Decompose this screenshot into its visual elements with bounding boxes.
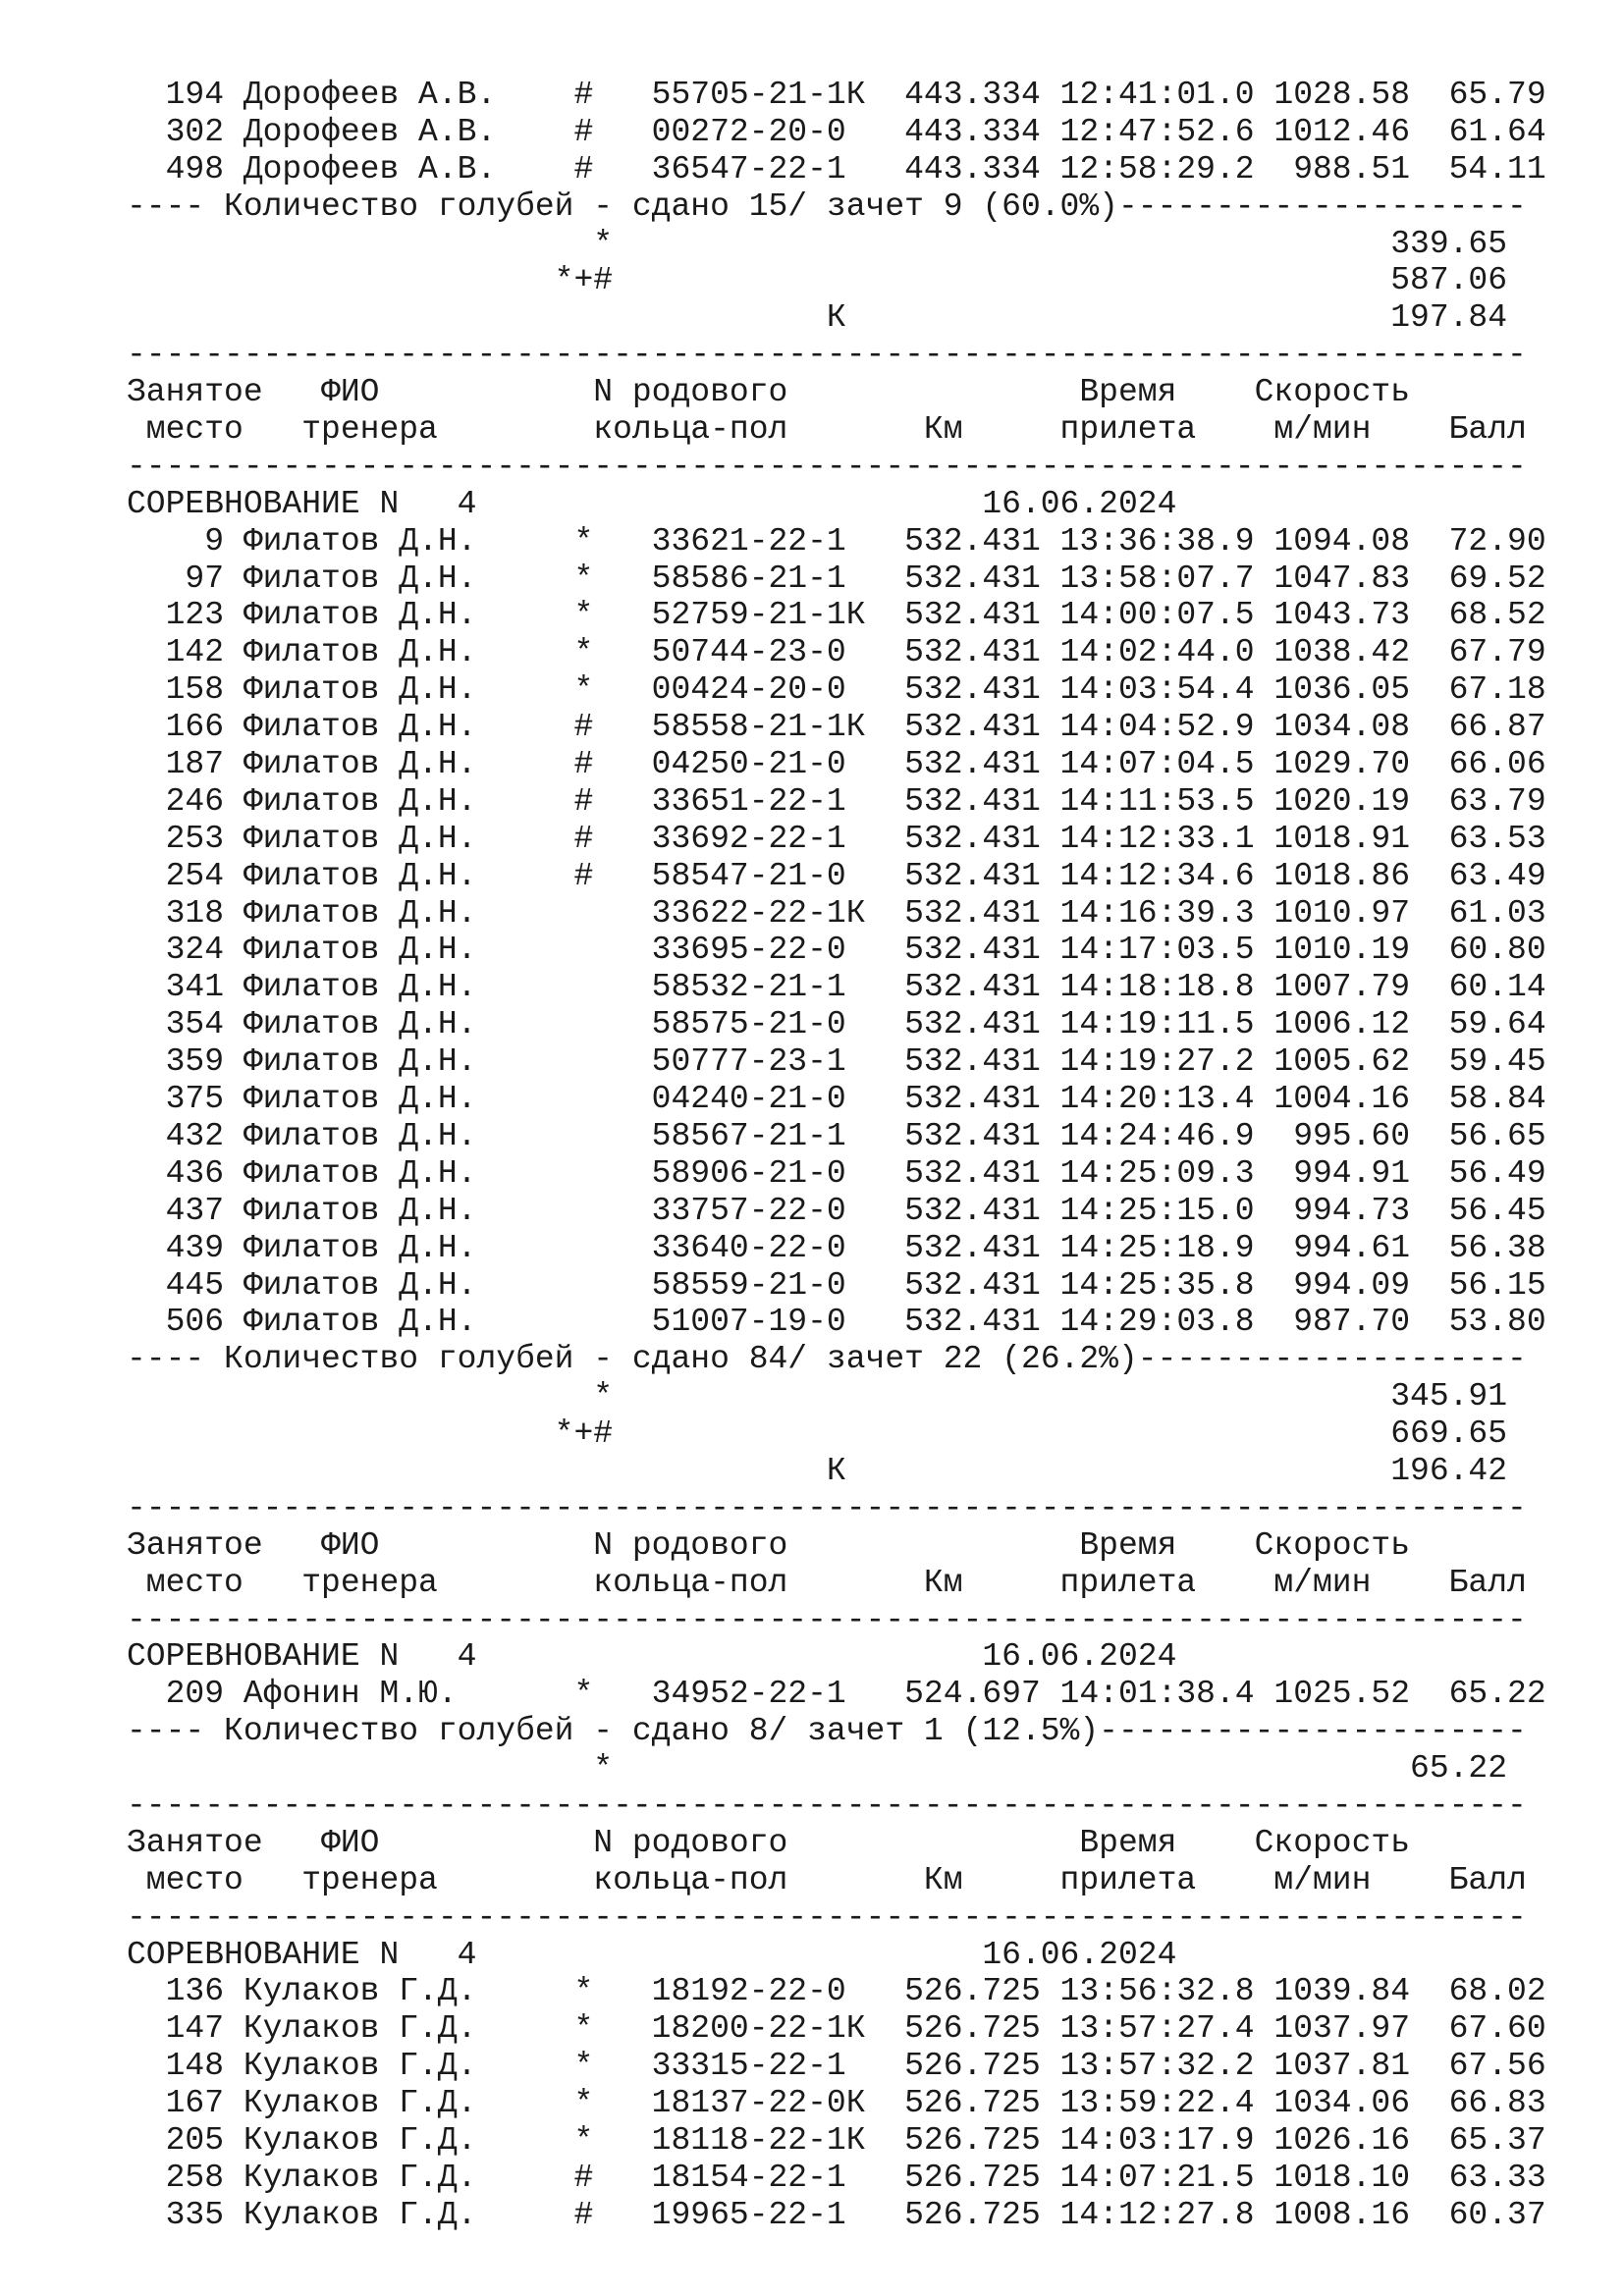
results-document (127, 77, 1546, 2234)
separator-line: ------------------------------------------------------------------------ (127, 448, 1527, 485)
column-header: место тренера кольца-пол Км прилета м/мин Балл (127, 1861, 1527, 1898)
column-header: Занятое ФИО N родового Время Скорость (127, 1526, 1411, 1564)
result-row: 97 Филатов Д.Н. * 58586-21-1 532.431 13:58:07.7 1047.83 69.52 (127, 560, 1546, 597)
result-row: 335 Кулаков Г.Д. # 19965-22-1 526.725 14:12:27.8 1008.16 60.37 (127, 2196, 1546, 2233)
result-row: 375 Филатов Д.Н. 04240-21-0 532.431 14:20:13.4 1004.16 58.84 (127, 1081, 1546, 1118)
result-row: 254 Филатов Д.Н. # 58547-21-0 532.431 14:12:34.6 1018.86 63.49 (127, 857, 1546, 894)
total-line: *+# 669.65 (127, 1415, 1508, 1453)
result-row: 354 Филатов Д.Н. 58575-21-0 532.431 14:19:11.5 1006.12 59.64 (127, 1006, 1546, 1043)
total-line: * 345.91 (127, 1378, 1508, 1415)
result-row: 148 Кулаков Г.Д. * 33315-22-1 526.725 13:57:32.2 1037.81 67.56 (127, 2048, 1546, 2085)
result-row: 158 Филатов Д.Н. * 00424-20-0 532.431 14:03:54.4 1036.05 67.18 (127, 671, 1546, 709)
result-row: 147 Кулаков Г.Д. * 18200-22-1К 526.725 13:57:27.4 1037.97 67.60 (127, 2010, 1546, 2048)
result-row: 437 Филатов Д.Н. 33757-22-0 532.431 14:25:15.0 994.73 56.45 (127, 1192, 1546, 1229)
summary-line: ---- Количество голубей - сдано 84/ зачет 22 (26.2%)-------------------- (127, 1341, 1527, 1378)
result-row: 9 Филатов Д.Н. * 33621-22-1 532.431 13:36:38.9 1094.08 72.90 (127, 522, 1546, 560)
column-header: Занятое ФИО N родового Время Скорость (127, 374, 1411, 411)
separator-line: ------------------------------------------------------------------------ (127, 1489, 1527, 1526)
result-row: 253 Филатов Д.Н. # 33692-22-1 532.431 14:12:33.1 1018.91 63.53 (127, 820, 1546, 857)
result-row: 324 Филатов Д.Н. 33695-22-0 532.431 14:17:03.5 1010.19 60.80 (127, 932, 1546, 969)
result-row: 432 Филатов Д.Н. 58567-21-1 532.431 14:24:46.9 995.60 56.65 (127, 1117, 1546, 1154)
competition-heading: СОРЕВНОВАНИЕ N 4 16.06.2024 (127, 485, 1177, 522)
column-header: место тренера кольца-пол Км прилета м/мин Балл (127, 1564, 1527, 1601)
result-row: 167 Кулаков Г.Д. * 18137-22-0К 526.725 13:59:22.4 1034.06 66.83 (127, 2085, 1546, 2122)
total-line: *+# 587.06 (127, 262, 1508, 299)
summary-line: ---- Количество голубей - сдано 15/ зачет 9 (60.0%)--------------------- (127, 187, 1527, 225)
result-row: 209 Афонин М.Ю. * 34952-22-1 524.697 14:01:38.4 1025.52 65.22 (127, 1676, 1546, 1713)
total-line: * 339.65 (127, 225, 1508, 262)
total-line: * 65.22 (127, 1750, 1508, 1788)
result-row: 445 Филатов Д.Н. 58559-21-0 532.431 14:25:35.8 994.09 56.15 (127, 1266, 1546, 1304)
result-row: 439 Филатов Д.Н. 33640-22-0 532.431 14:25:18.9 994.61 56.38 (127, 1229, 1546, 1266)
total-line: К 197.84 (127, 299, 1508, 337)
result-row: 302 Дорофеев А.В. # 00272-20-0 443.334 12:47:52.6 1012.46 61.64 (127, 113, 1546, 150)
summary-line: ---- Количество голубей - сдано 8/ зачет 1 (12.5%)---------------------- (127, 1713, 1527, 1750)
result-row: 142 Филатов Д.Н. * 50744-23-0 532.431 14:02:44.0 1038.42 67.79 (127, 634, 1546, 671)
result-row: 341 Филатов Д.Н. 58532-21-1 532.431 14:18:18.8 1007.79 60.14 (127, 969, 1546, 1006)
result-row: 187 Филатов Д.Н. # 04250-21-0 532.431 14:07:04.5 1029.70 66.06 (127, 746, 1546, 783)
column-header: Занятое ФИО N родового Время Скорость (127, 1824, 1411, 1861)
result-row: 205 Кулаков Г.Д. * 18118-22-1К 526.725 14:03:17.9 1026.16 65.37 (127, 2121, 1546, 2159)
result-row: 166 Филатов Д.Н. # 58558-21-1К 532.431 14:04:52.9 1034.08 66.87 (127, 709, 1546, 746)
result-row: 498 Дорофеев А.В. # 36547-22-1 443.334 12:58:29.2 988.51 54.11 (127, 150, 1546, 187)
separator-line: ------------------------------------------------------------------------ (127, 1601, 1527, 1638)
separator-line: ------------------------------------------------------------------------ (127, 1787, 1527, 1824)
competition-heading: СОРЕВНОВАНИЕ N 4 16.06.2024 (127, 1936, 1177, 1973)
result-row: 359 Филатов Д.Н. 50777-23-1 532.431 14:19:27.2 1005.62 59.45 (127, 1043, 1546, 1081)
result-row: 194 Дорофеев А.В. # 55705-21-1К 443.334 12:41:01.0 1028.58 65.79 (127, 77, 1546, 113)
result-row: 506 Филатов Д.Н. 51007-19-0 532.431 14:29:03.8 987.70 53.80 (127, 1304, 1546, 1341)
column-header: место тренера кольца-пол Км прилета м/мин Балл (127, 411, 1527, 449)
total-line: К 196.42 (127, 1452, 1508, 1489)
separator-line: ------------------------------------------------------------------------ (127, 1898, 1527, 1936)
result-row: 258 Кулаков Г.Д. # 18154-22-1 526.725 14:07:21.5 1018.10 63.33 (127, 2159, 1546, 2196)
separator-line: ------------------------------------------------------------------------ (127, 337, 1527, 374)
competition-heading: СОРЕВНОВАНИЕ N 4 16.06.2024 (127, 1638, 1177, 1676)
result-row: 318 Филатов Д.Н. 33622-22-1К 532.431 14:16:39.3 1010.97 61.03 (127, 894, 1546, 932)
result-row: 436 Филатов Д.Н. 58906-21-0 532.431 14:25:09.3 994.91 56.49 (127, 1154, 1546, 1192)
result-row: 136 Кулаков Г.Д. * 18192-22-0 526.725 13:56:32.8 1039.84 68.02 (127, 1973, 1546, 2010)
result-row: 123 Филатов Д.Н. * 52759-21-1К 532.431 14:00:07.5 1043.73 68.52 (127, 597, 1546, 634)
result-row: 246 Филатов Д.Н. # 33651-22-1 532.431 14:11:53.5 1020.19 63.79 (127, 782, 1546, 820)
